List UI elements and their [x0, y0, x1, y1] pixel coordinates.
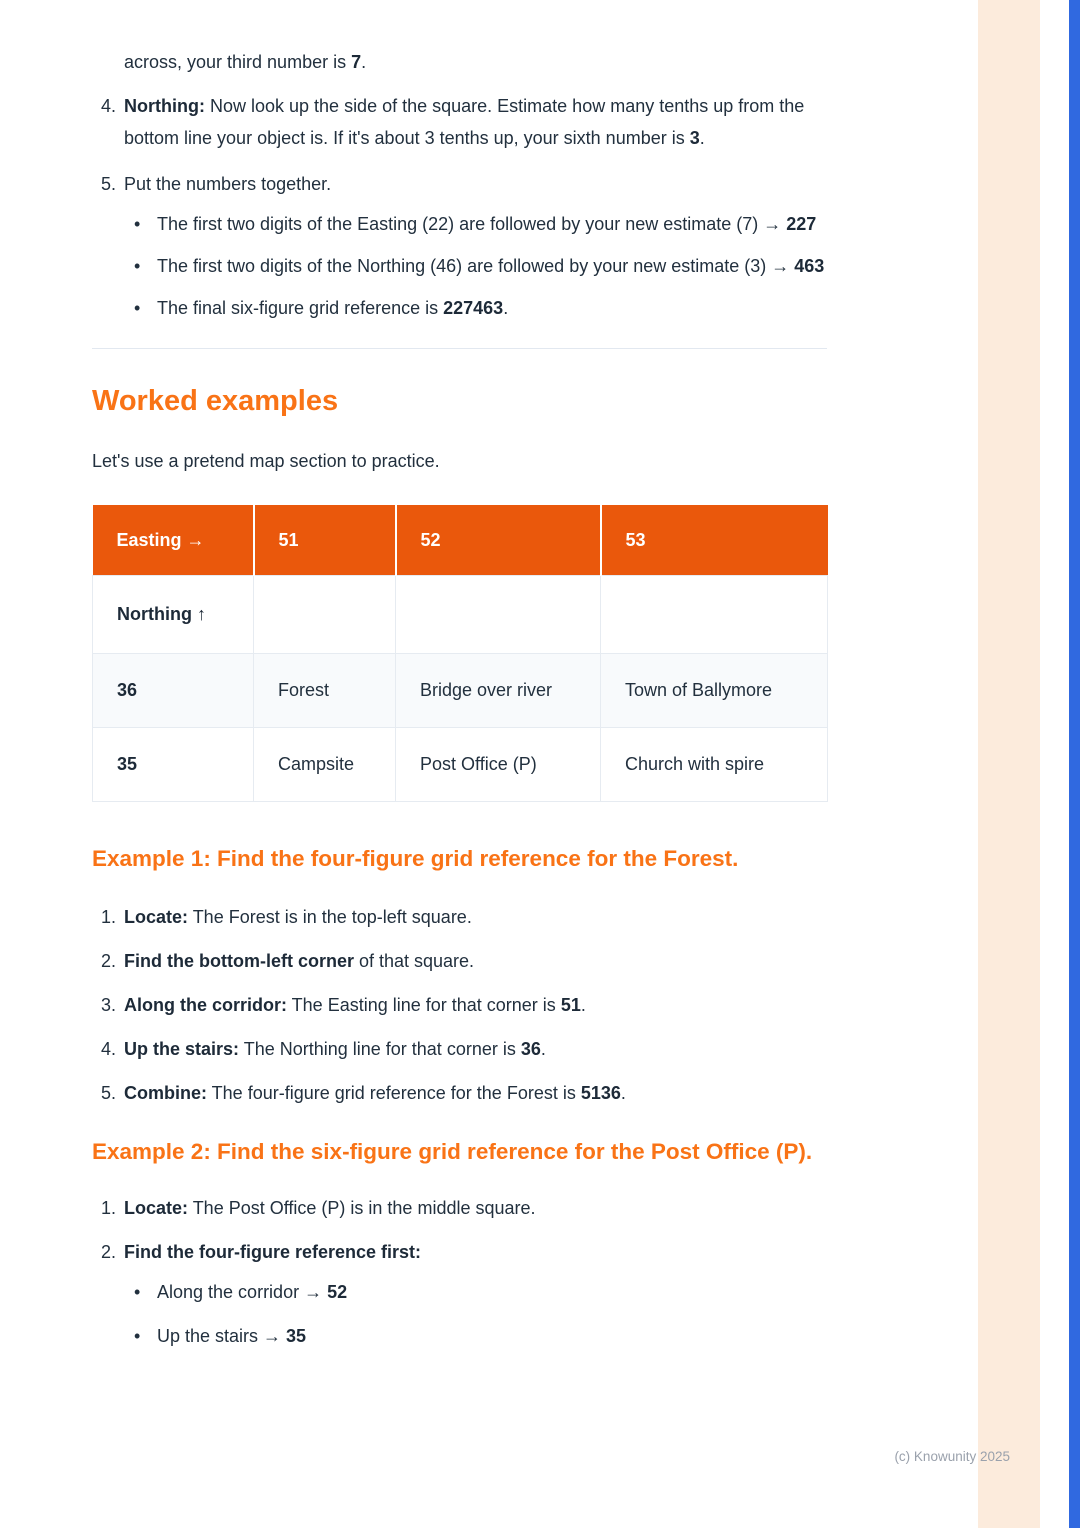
- text-run: The Post Office (P) is in the middle square.: [188, 1197, 536, 1218]
- text-run: .: [620, 1082, 626, 1103]
- document-content: [92, 0, 827, 1352]
- table-cell-town: Town of Ballymore: [601, 653, 828, 727]
- table-cell: [601, 575, 828, 653]
- table-row-header-36: 36: [93, 653, 254, 727]
- bold-number: 227463: [443, 298, 504, 318]
- text-run: .: [580, 994, 586, 1015]
- list-item-text: [124, 945, 827, 977]
- text-run: The four-figure grid reference for the Forest is: [207, 1082, 581, 1103]
- table-cell-church: Church with spire: [601, 727, 828, 801]
- list-item-text: [124, 1077, 827, 1109]
- bold-number: 3: [689, 128, 700, 148]
- bold-number: 36: [520, 1038, 541, 1059]
- bold-number: 52: [327, 1281, 348, 1302]
- bold-lead: Along the corridor:: [124, 994, 287, 1015]
- section-divider: [92, 348, 827, 349]
- example2-list: [92, 1192, 827, 1352]
- text-run: The Northing line for that corner is: [239, 1038, 521, 1059]
- text-run: The final six-figure grid reference is: [157, 298, 444, 318]
- list-marker: 4.: [101, 1038, 117, 1059]
- table-cell: [396, 575, 601, 653]
- text-run: Now look up the side of the square. Estimate how many tenths up from the bottom line your object is. If it's about 3 tenths up, your sixth number is: [124, 96, 805, 148]
- bullet-icon: •: [134, 1325, 141, 1346]
- bold-lead: Locate:: [124, 906, 189, 927]
- table-row-header-35: 35: [93, 727, 254, 801]
- bullet-item-final: [124, 292, 827, 324]
- bullet-text: [157, 292, 827, 324]
- list-item-text: Put the numbers together.: [124, 174, 332, 194]
- bullet-icon: •: [134, 214, 141, 234]
- bold-number: 7: [351, 52, 362, 72]
- bullet-icon: •: [134, 1281, 141, 1302]
- bullet-list: [92, 208, 827, 324]
- bold-number: 35: [286, 1325, 307, 1346]
- table-cell-post-office: Post Office (P): [396, 727, 601, 801]
- bold-number: 51: [560, 994, 581, 1015]
- bullet-item-stairs: [124, 1320, 827, 1352]
- table-row-northing-label: [93, 575, 828, 653]
- bullet-text: [157, 208, 827, 240]
- list-marker: 5.: [101, 174, 117, 194]
- text-run: The Forest is in the top-left square.: [188, 906, 472, 927]
- bold-lead: Up the stairs:: [124, 1038, 240, 1059]
- example1-item-2: [92, 945, 827, 977]
- text-run: The Easting line for that corner is: [287, 994, 561, 1015]
- example2-heading: Example 2: Find the six-figure grid reference for the Post Office (P).: [92, 1138, 813, 1164]
- bold-number: 5136: [580, 1082, 621, 1103]
- table-header-52: 52: [396, 505, 601, 575]
- list-item-text: [124, 989, 827, 1021]
- list-marker: 5.: [101, 1082, 117, 1103]
- bullet-item-corridor: [124, 1276, 827, 1308]
- page-edge-peach-band: [978, 0, 1040, 1528]
- text-run: .: [361, 52, 367, 72]
- table-header-53: 53: [601, 505, 828, 575]
- bold-number: 227: [786, 214, 817, 234]
- list-item-text: [124, 1033, 827, 1065]
- list-item-text: [124, 1192, 827, 1224]
- bold-number: 463: [794, 256, 825, 276]
- list-item-text: [124, 90, 827, 154]
- example1-heading: Example 1: Find the four-figure grid reference for the Forest.: [92, 845, 739, 871]
- text-run: .: [540, 1038, 546, 1059]
- example2-item-1: [92, 1192, 827, 1224]
- bullet-text: [157, 1320, 827, 1352]
- text-run: The first two digits of the Easting (22) are followed by your new estimate (7) →: [157, 214, 787, 234]
- section-heading-worked-examples: Worked examples: [92, 385, 339, 417]
- table-cell-bridge: Bridge over river: [396, 653, 601, 727]
- text-run: .: [699, 128, 705, 148]
- list-item-put-together: [92, 168, 827, 200]
- example2-item-2: [92, 1236, 827, 1268]
- text-run: Up the stairs →: [157, 1325, 287, 1346]
- example2-bullet-list: [92, 1276, 827, 1352]
- table-cell-campsite: Campsite: [254, 727, 396, 801]
- bold-lead: Find the bottom-left corner: [124, 950, 354, 971]
- table-header-51: 51: [254, 505, 396, 575]
- list-item-text: [124, 901, 827, 933]
- map-grid-table: [92, 505, 828, 802]
- table-header-easting: Easting →: [93, 505, 254, 575]
- watermark: (c) Knowunity 2025: [894, 1449, 1010, 1464]
- table-row-35: [93, 727, 828, 801]
- bold-lead: Northing:: [124, 96, 205, 116]
- table-cell-forest: Forest: [254, 653, 396, 727]
- list-marker: 3.: [101, 994, 117, 1015]
- list-marker: 2.: [101, 1241, 117, 1262]
- bullet-item-easting: [124, 208, 827, 240]
- bullet-text: [157, 1276, 827, 1308]
- paragraph-continuation: [124, 46, 827, 78]
- text-run: Along the corridor →: [157, 1281, 328, 1302]
- bullet-icon: •: [134, 298, 141, 318]
- bullet-icon: •: [134, 256, 141, 276]
- text-run: across, your third number is: [124, 52, 352, 72]
- table-cell: [254, 575, 396, 653]
- list-item-northing: [92, 90, 827, 154]
- list-marker: 1.: [101, 906, 117, 927]
- bold-lead: Find the four-figure reference first:: [124, 1241, 422, 1262]
- text-run: The first two digits of the Northing (46) are followed by your new estimate (3) →: [157, 256, 795, 276]
- bullet-item-northing: [124, 250, 827, 282]
- bullet-text: [157, 250, 827, 282]
- bold-lead: Combine:: [124, 1082, 207, 1103]
- example1-list: [92, 901, 827, 1109]
- example1-item-5: [92, 1077, 827, 1109]
- list-marker: 4.: [101, 96, 117, 116]
- list-marker: 2.: [101, 950, 117, 971]
- example1-item-1: [92, 901, 827, 933]
- table-header-row: [93, 505, 828, 575]
- list-marker: 1.: [101, 1197, 117, 1218]
- text-run: .: [503, 298, 509, 318]
- list-item-text: [124, 1236, 827, 1268]
- worked-examples-intro: Let's use a pretend map section to practice.: [92, 451, 440, 471]
- table-row-36: [93, 653, 828, 727]
- example1-item-4: [92, 1033, 827, 1065]
- bold-lead: Locate:: [124, 1197, 189, 1218]
- text-run: of that square.: [353, 950, 475, 971]
- table-row-header-northing: Northing ↑: [93, 575, 254, 653]
- page-edge-blue-strip: [1069, 0, 1080, 1528]
- example1-item-3: [92, 989, 827, 1021]
